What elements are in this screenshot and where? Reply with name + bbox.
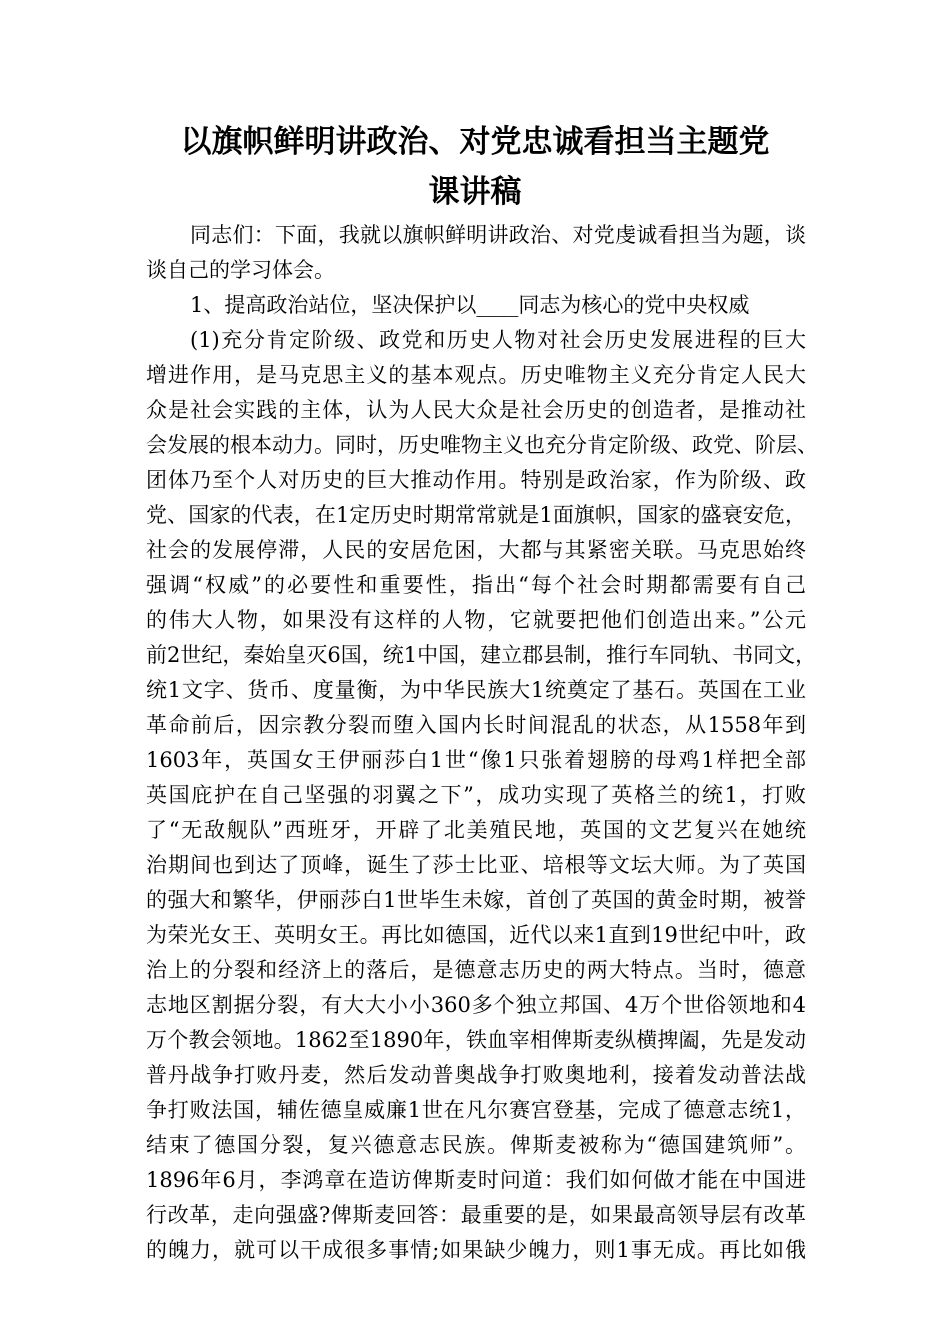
body-line: 1896年6月，李鸿章在造访俾斯麦时问道：我们如何做才能在中国进 — [146, 1168, 806, 1192]
body-line: 治上的分裂和经济上的落后，是德意志历史的两大特点。当时，德意 — [146, 958, 806, 982]
body-line: 结束了德国分裂，复兴德意志民族。俾斯麦被称为“德国建筑师”。 — [146, 1133, 806, 1157]
body-line: 1603年，英国女王伊丽莎白1世“像1只张着翅膀的母鸡1样把全部 — [146, 748, 806, 772]
body-line: 行改革，走向强盛?俾斯麦回答：最重要的是，如果最高领导层有改革 — [146, 1203, 806, 1227]
body-line: 为荣光女王、英明女王。再比如德国，近代以来1直到19世纪中叶，政 — [146, 923, 806, 947]
body-line: 增进作用，是马克思主义的基本观点。历史唯物主义充分肯定人民大 — [146, 363, 806, 387]
body-line: 志地区割据分裂，有大大小小360多个独立邦国、4万个世俗领地和4 — [146, 993, 806, 1017]
body-line: 英国庇护在自己坚强的羽翼之下”，成功实现了英格兰的统1，打败 — [146, 783, 806, 807]
body-line: 强调“权威”的必要性和重要性，指出“每个社会时期都需要有自己 — [146, 573, 806, 597]
body-line: 统1文字、货币、度量衡，为中华民族大1统奠定了基石。英国在工业 — [146, 678, 806, 702]
body-line: 谈自己的学习体会。 — [146, 258, 335, 282]
body-line: 前2世纪，秦始皇灭6国，统1中国，建立郡县制，推行车同轨、书同文， — [146, 643, 817, 667]
section-heading: 1、提高政治站位，坚决保护以____同志为核心的党中央权威 — [190, 293, 750, 317]
body-line: 同志们：下面，我就以旗帜鲜明讲政治、对党虔诚看担当为题，谈 — [190, 223, 806, 247]
body-line: (1)充分肯定阶级、政党和历史人物对社会历史发展进程的巨大 — [190, 328, 806, 352]
body-line: 争打败法国，辅佐德皇威廉1世在凡尔赛宫登基，完成了德意志统1， — [146, 1098, 806, 1122]
body-line: 社会的发展停滞，人民的安居危困，大都与其紧密关联。马克思始终 — [146, 538, 806, 562]
body-line: 治期间也到达了顶峰，诞生了莎士比亚、培根等文坛大师。为了英国 — [146, 853, 806, 877]
body-line: 党、国家的代表，在1定历史时期常常就是1面旗帜，国家的盛衰安危， — [146, 503, 806, 527]
body-line: 万个教会领地。1862至1890年，铁血宰相俾斯麦纵横捭阖，先是发动 — [146, 1028, 806, 1052]
body-line: 的强大和繁华，伊丽莎白1世毕生未嫁，首创了英国的黄金时期，被誉 — [146, 888, 806, 912]
body-line: 革命前后，因宗教分裂而堕入国内长时间混乱的状态，从1558年到 — [146, 713, 806, 737]
body-line: 会发展的根本动力。同时，历史唯物主义也充分肯定阶级、政党、阶层、 — [146, 433, 818, 457]
document-title-line-2: 课讲稿 — [428, 174, 522, 210]
body-line: 了“无敌舰队”西班牙，开辟了北美殖民地，英国的文艺复兴在她统 — [146, 818, 806, 842]
body-line: 的伟大人物，如果没有这样的人物，它就要把他们创造出来。”公元 — [146, 608, 806, 632]
body-line: 普丹战争打败丹麦，然后发动普奥战争打败奥地利，接着发动普法战 — [146, 1063, 806, 1087]
document-title-line-1: 以旗帜鲜明讲政治、对党忠诚看担当主题党 — [180, 124, 770, 160]
body-line: 团体乃至个人对历史的巨大推动作用。特别是政治家，作为阶级、政 — [146, 468, 806, 492]
body-line: 众是社会实践的主体，认为人民大众是社会历史的创造者，是推动社 — [146, 398, 806, 422]
body-line: 的魄力，就可以干成很多事情;如果缺少魄力，则1事无成。再比如俄 — [146, 1238, 806, 1262]
